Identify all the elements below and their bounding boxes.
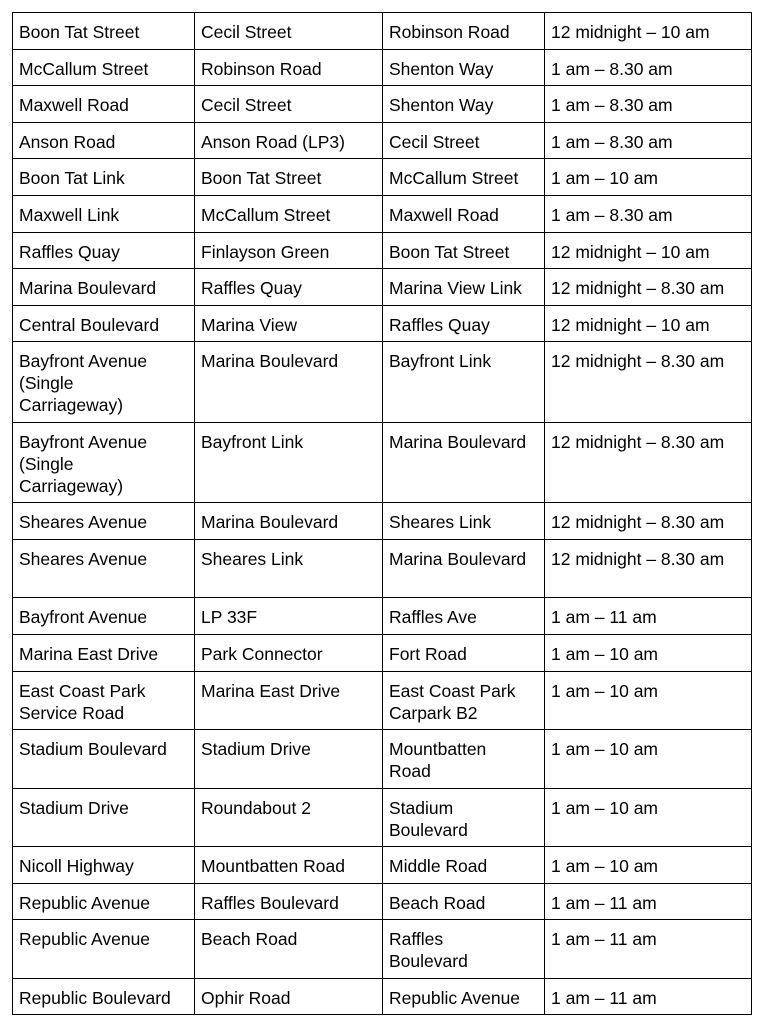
table-row [13,539,752,598]
to-cell: Maxwell Road [383,195,545,232]
road-closure-table [12,12,752,1015]
time-cell: 1 am – 10 am [545,847,752,884]
table-row [13,635,752,672]
time-cell: 12 midnight – 8.30 am [545,269,752,306]
time-cell: 1 am – 8.30 am [545,49,752,86]
road-cell: Bayfront Avenue (Single Carriageway) [13,342,195,423]
time-cell: 1 am – 8.30 am [545,86,752,123]
to-cell: Boon Tat Street [383,232,545,269]
from-cell: Robinson Road [195,49,383,86]
from-cell: Marina Boulevard [195,342,383,423]
road-cell: McCallum Street [13,49,195,86]
road-cell: Marina Boulevard [13,269,195,306]
table-row [13,730,752,789]
road-cell: Republic Avenue [13,883,195,920]
time-cell: 1 am – 10 am [545,671,752,730]
from-cell: Mountbatten Road [195,847,383,884]
road-cell: Stadium Boulevard [13,730,195,789]
from-cell: Stadium Drive [195,730,383,789]
road-cell: Republic Boulevard [13,978,195,1015]
from-cell: Marina East Drive [195,671,383,730]
table-row [13,788,752,847]
road-cell: Maxwell Road [13,86,195,123]
road-cell: Sheares Avenue [13,503,195,540]
time-cell: 1 am – 8.30 am [545,122,752,159]
to-cell: Mountbatten Road [383,730,545,789]
road-cell: Marina East Drive [13,635,195,672]
to-cell: Shenton Way [383,86,545,123]
time-cell: 1 am – 11 am [545,883,752,920]
time-cell: 12 midnight – 8.30 am [545,539,752,598]
table-row [13,269,752,306]
road-cell: Nicoll Highway [13,847,195,884]
road-cell: Republic Avenue [13,920,195,979]
time-cell: 12 midnight – 8.30 am [545,503,752,540]
to-cell: Raffles Ave [383,598,545,635]
table-row [13,671,752,730]
to-cell: Cecil Street [383,122,545,159]
from-cell: Marina View [195,305,383,342]
table-row [13,978,752,1015]
road-cell: Anson Road [13,122,195,159]
table-row [13,49,752,86]
road-cell: East Coast Park Service Road [13,671,195,730]
time-cell: 1 am – 10 am [545,730,752,789]
to-cell: Raffles Quay [383,305,545,342]
table-row [13,195,752,232]
to-cell: Robinson Road [383,13,545,50]
road-cell: Bayfront Avenue (Single Carriageway) [13,422,195,503]
to-cell: Raffles Boulevard [383,920,545,979]
to-cell: Republic Avenue [383,978,545,1015]
table-row [13,847,752,884]
table-row [13,86,752,123]
from-cell: Ophir Road [195,978,383,1015]
time-cell: 12 midnight – 10 am [545,232,752,269]
from-cell: Sheares Link [195,539,383,598]
from-cell: Cecil Street [195,86,383,123]
time-cell: 1 am – 11 am [545,598,752,635]
table-row [13,422,752,503]
from-cell: Marina Boulevard [195,503,383,540]
table-row [13,883,752,920]
time-cell: 12 midnight – 10 am [545,13,752,50]
table-row [13,122,752,159]
from-cell: Bayfront Link [195,422,383,503]
time-cell: 12 midnight – 10 am [545,305,752,342]
road-cell: Central Boulevard [13,305,195,342]
time-cell: 1 am – 11 am [545,920,752,979]
table-row [13,13,752,50]
time-cell: 1 am – 10 am [545,635,752,672]
to-cell: Bayfront Link [383,342,545,423]
to-cell: McCallum Street [383,159,545,196]
from-cell: Raffles Quay [195,269,383,306]
from-cell: LP 33F [195,598,383,635]
road-cell: Maxwell Link [13,195,195,232]
to-cell: Shenton Way [383,49,545,86]
time-cell: 1 am – 8.30 am [545,195,752,232]
time-cell: 1 am – 11 am [545,978,752,1015]
from-cell: Boon Tat Street [195,159,383,196]
table-row [13,159,752,196]
from-cell: Raffles Boulevard [195,883,383,920]
time-cell: 1 am – 10 am [545,788,752,847]
to-cell: Marina View Link [383,269,545,306]
to-cell: Middle Road [383,847,545,884]
from-cell: Anson Road (LP3) [195,122,383,159]
time-cell: 12 midnight – 8.30 am [545,422,752,503]
table-row [13,232,752,269]
road-cell: Sheares Avenue [13,539,195,598]
time-cell: 12 midnight – 8.30 am [545,342,752,423]
road-cell: Boon Tat Link [13,159,195,196]
table-row [13,598,752,635]
from-cell: Roundabout 2 [195,788,383,847]
table-row [13,503,752,540]
to-cell: Stadium Boulevard [383,788,545,847]
from-cell: Finlayson Green [195,232,383,269]
road-cell: Raffles Quay [13,232,195,269]
to-cell: Sheares Link [383,503,545,540]
to-cell: Fort Road [383,635,545,672]
time-cell: 1 am – 10 am [545,159,752,196]
table-row [13,342,752,423]
road-cell: Bayfront Avenue [13,598,195,635]
from-cell: McCallum Street [195,195,383,232]
to-cell: Beach Road [383,883,545,920]
table-row [13,305,752,342]
road-cell: Stadium Drive [13,788,195,847]
to-cell: Marina Boulevard [383,539,545,598]
from-cell: Cecil Street [195,13,383,50]
to-cell: East Coast Park Carpark B2 [383,671,545,730]
from-cell: Park Connector [195,635,383,672]
table-row [13,920,752,979]
to-cell: Marina Boulevard [383,422,545,503]
from-cell: Beach Road [195,920,383,979]
road-cell: Boon Tat Street [13,13,195,50]
